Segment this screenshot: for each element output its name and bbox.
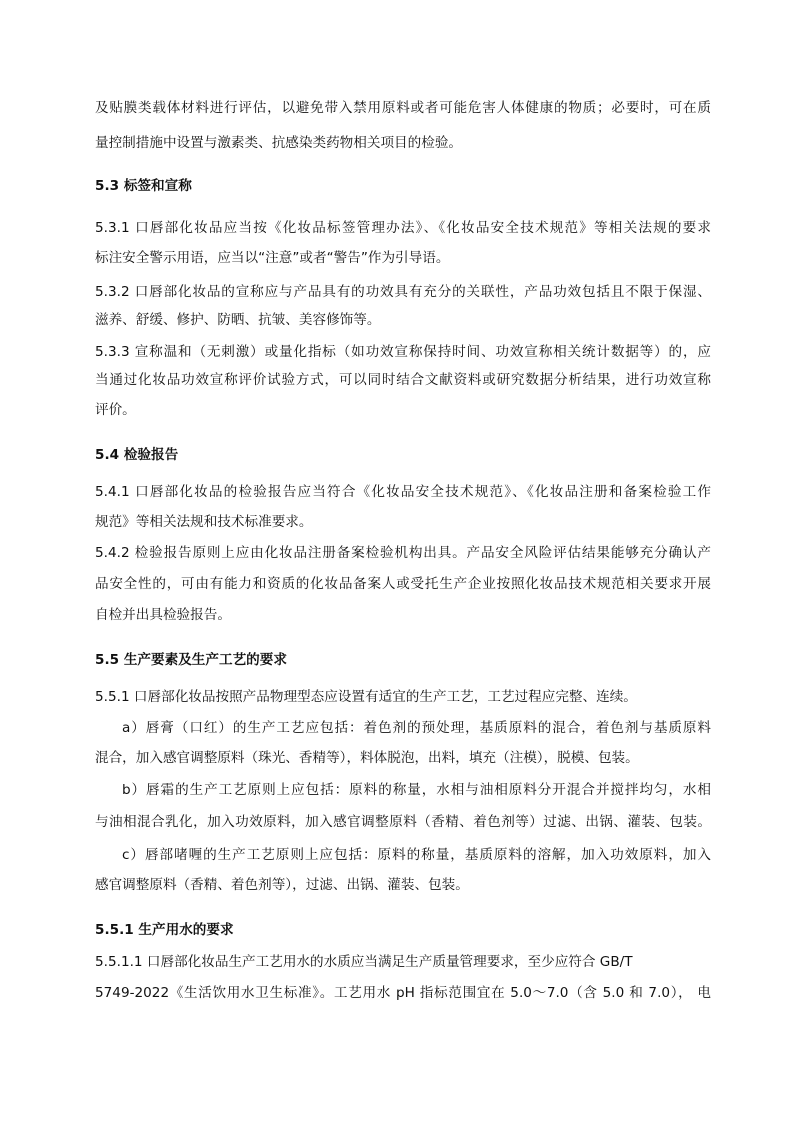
paragraph-line: 评价。 <box>95 402 136 418</box>
list-item-line: a）唇膏（口红）的生产工艺应包括：着色剂的预处理，基质原料的混合，着色剂与基质原料 <box>122 720 711 736</box>
paragraph-line: 5.3.1 口唇部化妆品应当按《化妆品标签管理办法》、《化妆品安全技术规范》等相关法规的要求 <box>95 220 711 236</box>
section-heading: 5.4 检验报告 <box>95 447 179 463</box>
paragraph-line: 5.3.2 口唇部化妆品的宣称应与产品具有的功效具有充分的关联性，产品功效包括且不限于保湿、 <box>95 284 711 300</box>
section-heading: 5.5.1 生产用水的要求 <box>95 922 234 938</box>
paragraph-line: 品安全性的，可由有能力和资质的化妆品备案人或受托生产企业按照化妆品技术规范相关要求开展 <box>95 576 711 592</box>
list-item-line: 混合，加入感官调整原料（珠光、香精等），料体脱泡，出料，填充（注模），脱模、包装。 <box>95 750 639 766</box>
list-item-line: 感官调整原料（香精、着色剂等），过滤、出锅、灌装、包装。 <box>95 877 469 893</box>
section-heading: 5.3 标签和宣称 <box>95 178 192 194</box>
paragraph-line: 5749-2022《生活饮用水卫生标准》。工艺用水 pH 指标范围宜在 5.0～7.0（含 5.0 和 7.0）， 电 <box>95 985 711 1001</box>
paragraph-line: 5.4.1 口唇部化妆品的检验报告应当符合《化妆品安全技术规范》、《化妆品注册和备案检验工作 <box>95 484 711 500</box>
paragraph-line: 量控制措施中设置与激素类、抗感染类药物相关项目的检验。 <box>95 135 463 151</box>
list-item-line: c）唇部啫喱的生产工艺原则上应包括：原料的称量，基质原料的溶解，加入功效原料，加入 <box>122 847 711 863</box>
list-item-line: 与油相混合乳化，加入功效原料，加入感官调整原料（香精、着色剂等）过滤、出锅、灌装、包装。 <box>95 814 711 830</box>
paragraph-line: 滋养、舒缓、修护、防晒、抗皱、美容修饰等。 <box>95 312 381 328</box>
paragraph-line: 5.5.1.1 口唇部化妆品生产工艺用水的水质应当满足生产质量管理要求，至少应符合 GB/T <box>95 954 633 970</box>
paragraph-line: 规范》等相关法规和技术标准要求。 <box>95 514 313 530</box>
section-heading: 5.5 生产要素及生产工艺的要求 <box>95 652 287 668</box>
paragraph-line: 5.5.1 口唇部化妆品按照产品物理型态应设置有适宜的生产工艺，工艺过程应完整、连续。 <box>95 689 637 705</box>
paragraph-line: 5.4.2 检验报告原则上应由化妆品注册备案检验机构出具。产品安全风险评估结果能够充分确认产 <box>95 545 711 561</box>
list-item-line: b）唇霜的生产工艺原则上应包括：原料的称量，水相与油相原料分开混合并搅拌均匀，水相 <box>122 782 711 798</box>
paragraph-line: 自检并出具检验报告。 <box>95 607 231 623</box>
paragraph-line: 及贴膜类载体材料进行评估，以避免带入禁用原料或者可能危害人体健康的物质；必要时，可在质 <box>95 100 711 116</box>
paragraph-line: 5.3.3 宣称温和（无刺激）或量化指标（如功效宣称保持时间、功效宣称相关统计数据等）的，应 <box>95 344 711 360</box>
paragraph-line: 当通过化妆品功效宣称评价试验方式，可以同时结合文献资料或研究数据分析结果，进行功效宣称 <box>95 372 711 388</box>
paragraph-line: 标注安全警示用语，应当以“注意”或者“警告”作为引导语。 <box>95 250 450 266</box>
